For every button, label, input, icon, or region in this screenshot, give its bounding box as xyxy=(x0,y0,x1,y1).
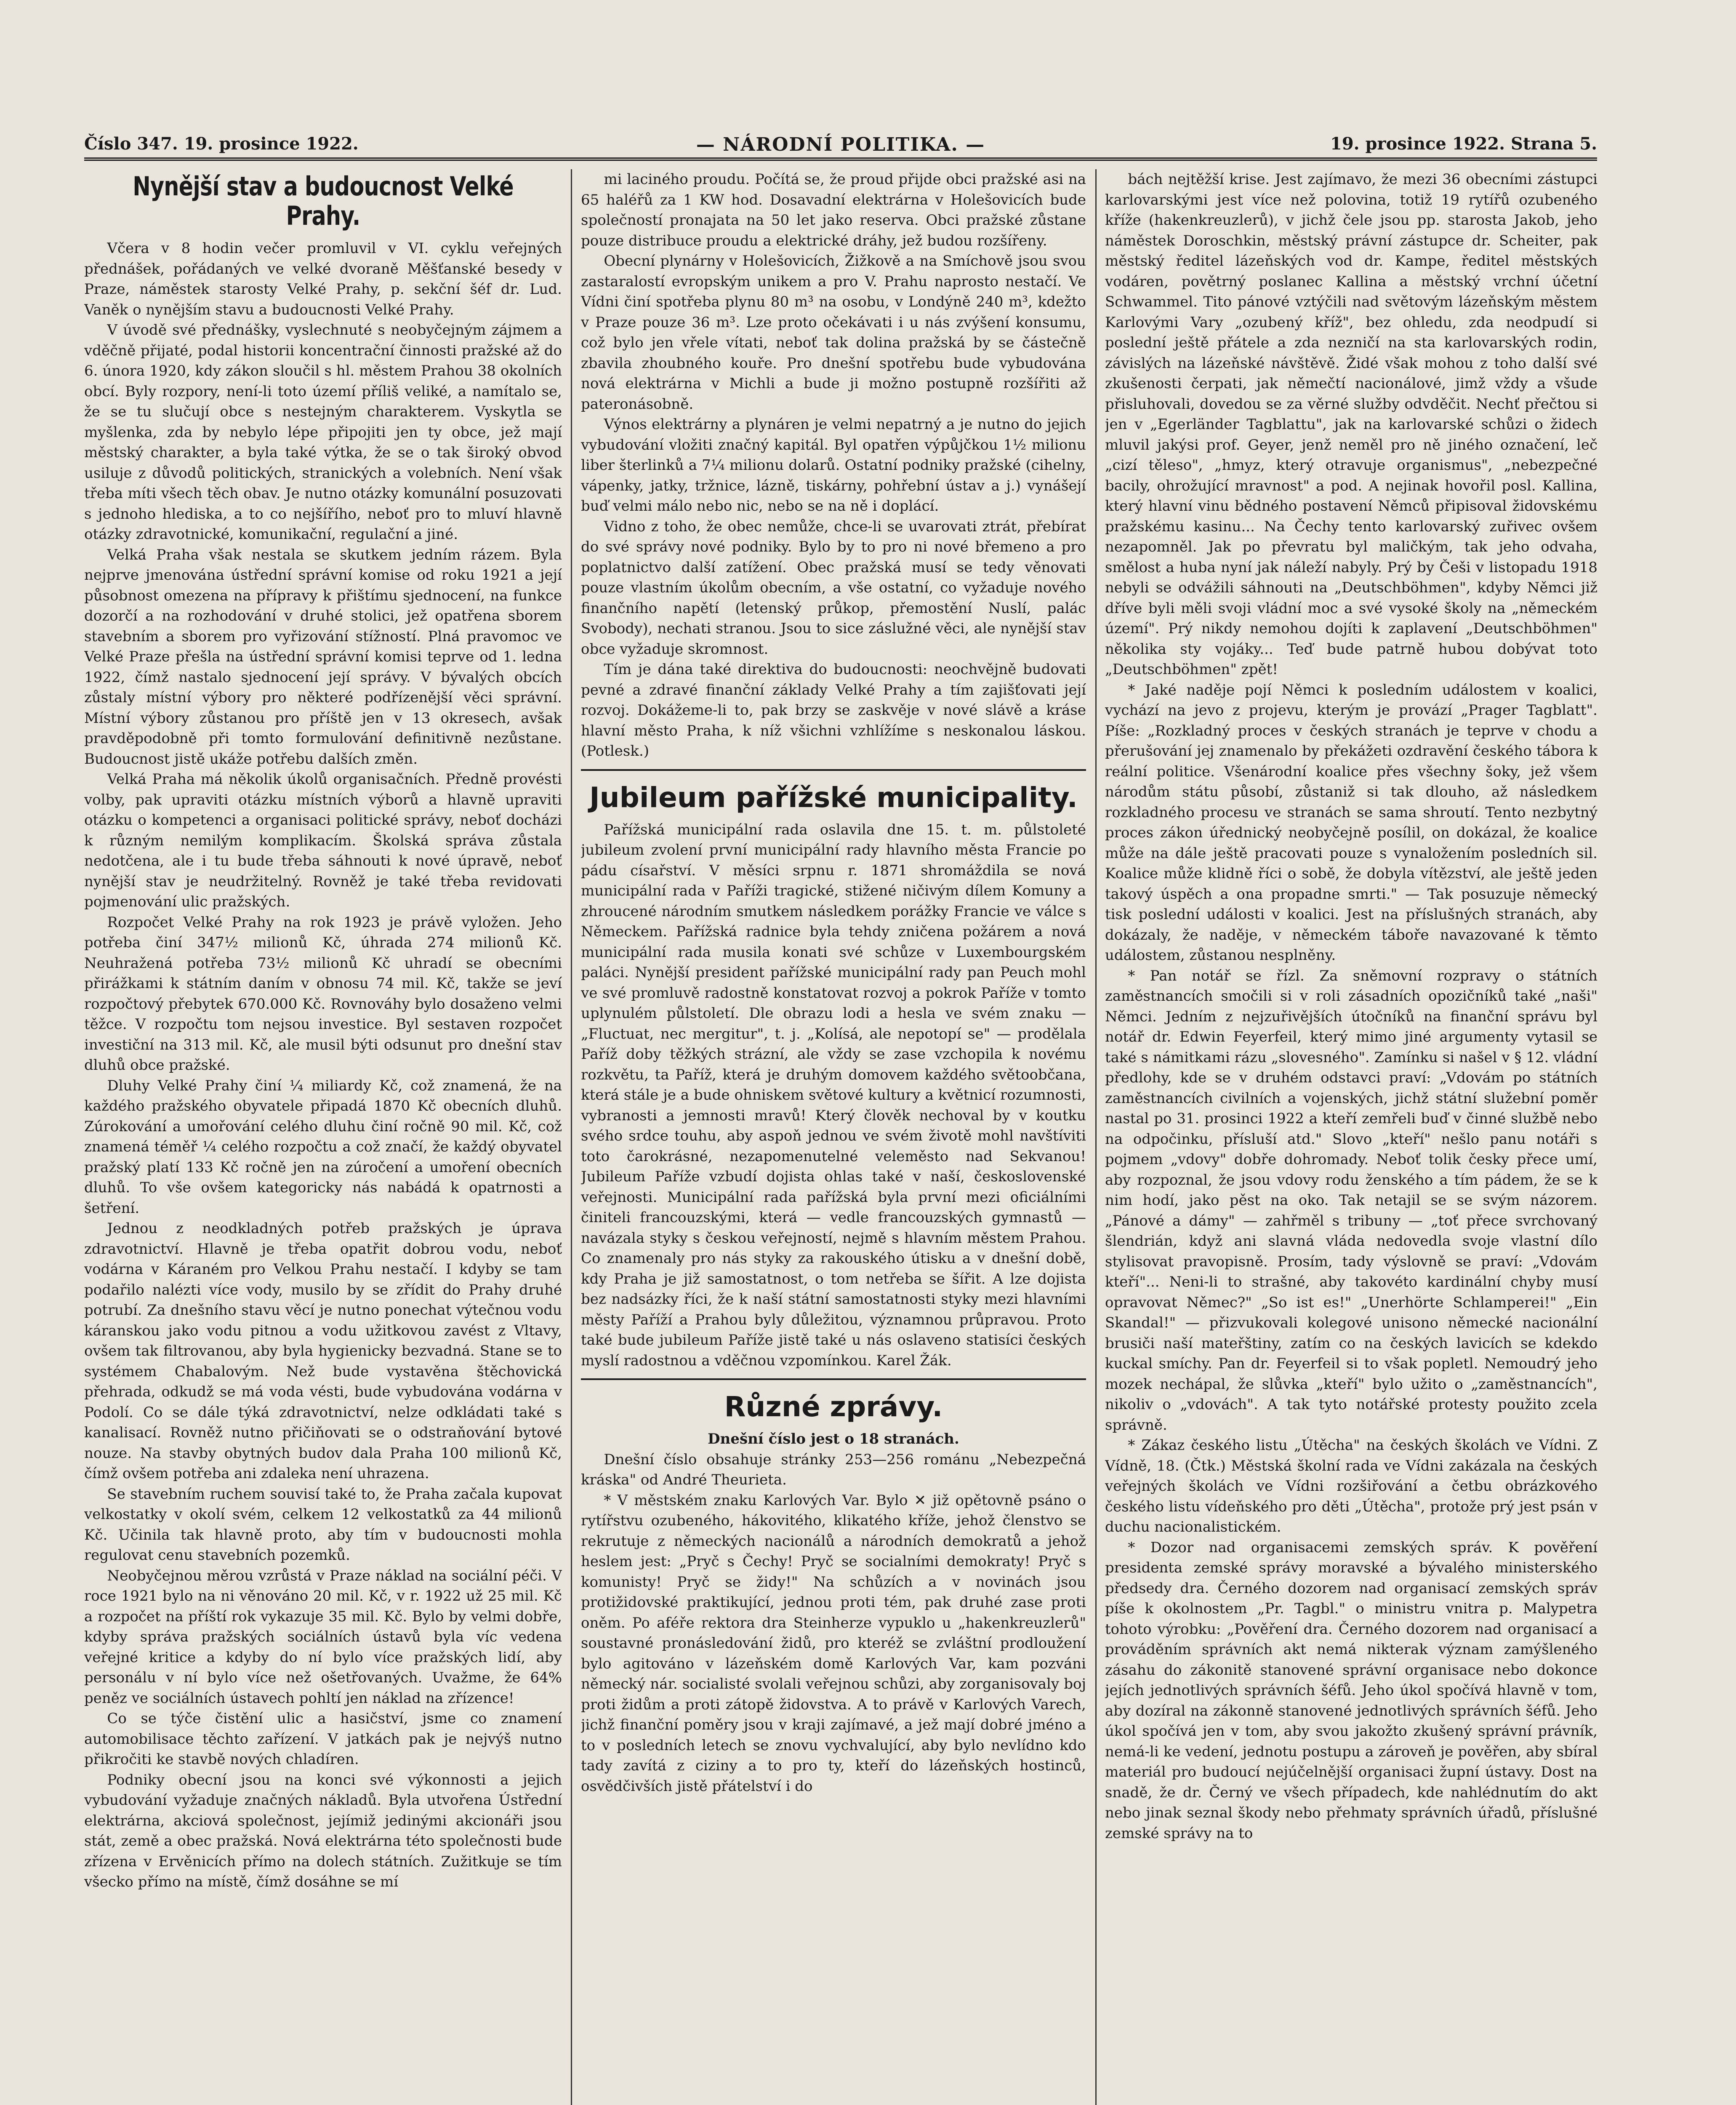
article-headline: Nynější stav a budoucnost Velké Prahy. xyxy=(133,171,514,231)
paragraph: Vidno z toho, že obec nemůže, chce-li se uvarovati ztrát, přebírat do své správy nové podniky. Bylo by to pro ni nové břemeno a pro poplatnictvo další zatížení. Obec pražská musí se tedy věnovati pouze vlastním úkolům obecním, a vše ostatní, co vyžaduje nového finančního napětí (letenský průkop, přemostění Nuslí, palác Svobody), nechati stranou. Jsou to sice záslužné věci, ale nynější stav obce vyžaduje skromnost. xyxy=(581,518,1086,658)
column-3 xyxy=(1105,169,1598,2105)
section-divider xyxy=(581,1378,1086,1380)
masthead-title: — NÁRODNÍ POLITIKA. — xyxy=(696,134,985,155)
paragraph: mi laciného proudu. Počítá se, že proud přijde obci pražské asi na 65 haléřů za 1 KW hod. Dosavadní elektrárna v Holešovicích bude společností pronajata na 50 let jako reserva. Obci pražské zůstane pouze distribuce proudu a elektrické dráhy, jež budou rozšířeny. xyxy=(581,171,1086,249)
paragraph: Co se týče čistění ulic a hasičství, jsme co znamení automobilisace těchto zařízení. V jatkách pak je nejvýš nutno přikročiti ke stavbě nových chladíren. xyxy=(84,1710,562,1768)
paragraph: Obecní plynárny v Holešovicích, Žižkově a na Smíchově jsou svou zastaralostí evropským unikem a pro V. Prahu naprosto nestačí. Ve Vídni činí spotřeba plynu 80 m³ na osobu, v Londýně 240 m³, kdežto v Praze pouze 36 m³. Lze proto očekávati i u nás zvýšení konsumu, což bylo jen vřele vítati, neboť tak dolina pražská by se částečně zbavila zhoubného kouře. Pro dnešní spotřebu bude vybudována nová elektrárna v Michli a bude ji možno postupně rozšířiti až pateronásobně. xyxy=(581,253,1086,413)
paragraph: Rozpočet Velké Prahy na rok 1923 je právě vyložen. Jeho potřeba činí 347½ milionů Kč, úhrada 274 milionů Kč. Neuhražená potřeba 73½ milionů Kč uhradí se obecními přirážkami k státním daním v obnosu 74 mil. Kč, takže se jeví rozpočtový přebytek 670.000 Kč. Rovnováhy bylo dosaženo velmi těžce. V rozpočtu tom nejsou investice. Byl sestaven rozpočet investiční na 313 mil. Kč, ale musil býti odsunut pro dnešní stav dluhů obce pražské. xyxy=(84,914,562,1074)
paragraph: * Jaké naděje pojí Němci k posledním událostem v koalici, vychází na jevo z projevu, kterým je provází „Prager Tagblatt". Píše: „Rozkladný proces v českých stranách je teprve v chodu a přerušování jej znamenalo by překážeti ozdravění českého tábora k reální politice. Všenárodní koalice přes všechny šoky, jež všem národům státu působí, zůstaniž si tak dlouho, až následkem rozkladného procesu ve stranách se sama shroutí. Tento nezbytný proces zákon úřednický neobyčejně posílil, on dokázal, že koalice může na dále ještě pracovati pouze s vynaložením posledních sil. Koalice může klidně říci o sobě, že dobyla vítězství, ale ještě jeden takový úspěch a ona propadne smrti." — Tak posuzuje německý tisk poslední události v koalici. Jest na příslušných stranách, aby dokázaly, že naděje, v německém táboře navazované k těmto událostem, zůstanou nesplněny. xyxy=(1105,681,1598,964)
column-2 xyxy=(581,169,1086,2105)
paragraph: Velká Praha má několik úkolů organisačních. Předně provésti volby, pak upraviti otázku místních výborů a hlavně upraviti otázku o kompetenci a organisaci politické správy, neboť docházi k různým nemilým komplikacím. Školská správa zůstala nedotčena, ale i tu bude třeba sáhnouti k nové úpravě, neboť nynější stav je neudržitelný. Rovněž je také třeba revidovati pojmenování ulic pražských. xyxy=(84,771,562,910)
page-header xyxy=(84,134,1597,161)
paragraph: V úvodě své přednášky, vyslechnuté s neobyčejným zájmem a vděčně přijaté, podal historii koncentrační činnosti pražské až do 6. února 1920, kdy zákon sloučil s hl. městem Prahou 38 okolních obcí. Byly rozpory, není-li toto území příliš veliké, a namítalo se, že se tu slučují obce s nestejným charakterem. Vyskytla se myšlenka, zda by nebylo lépe připojiti jen ty obce, jež mají městský charakter, a byla také výtka, že se o tak široký obvod usiluje z důvodů politických, stranických a volebních. Není však třeba míti všech těch obav. Je nutno otázky komunální posuzovati s jednoho hlediska, a to co nejšířího, neboť pro to mluví hlavně otázky zdravotnické, komunikační, regulační a jiné. xyxy=(84,322,562,543)
article-headline: Jubileum pařížské municipality. xyxy=(589,781,1078,814)
paragraph: Tím je dána také direktiva do budoucnosti: neochvějně budovati pevné a zdravé finanční základy Velké Prahy a tím zajišťovati její rozvoj. Dokážeme-li to, pak brzy se zaskvěje v nové slávě a kráse hlavní město Praha, k níž všichni vzhlížíme s neskonalou láskou. (Potlesk.) xyxy=(581,661,1086,759)
paragraph: Včera v 8 hodin večer promluvil v VI. cyklu veřejných přednášek, pořádaných ve velké dvoraně Měšťanské besedy v Praze, náměstek starosty Velké Prahy, p. sekční šéf dr. Lud. Vaněk o nynějším stavu a budoucnosti Velké Prahy. xyxy=(84,240,562,318)
paragraph: Dluhy Velké Prahy činí ¼ miliardy Kč, což znamená, že na každého pražského obyvatele připadá 1870 Kč obecních dluhů. Zúrokování a umořování celého dluhu činí ročně 90 mil. Kč, což znamená téměř ¼ celého rozpočtu a což značí, že každý obyvatel pražský platí 133 Kč ročně jen na zúročení a umoření obecních dluhů. To vše ovšem kategoricky nás nabádá k opatrnosti a šetření. xyxy=(84,1077,562,1217)
notice-line: Dnešní číslo jest o 18 stranách. xyxy=(708,1431,959,1447)
paragraph: Neobyčejnou měrou vzrůstá v Praze náklad na sociální péči. V roce 1921 bylo na ni věnováno 20 mil. Kč, v r. 1922 už 25 mil. Kč a rozpočet na příští rok vykazuje 35 mil. Kč. Bylo by velmi dobře, kdyby správa pražských sociálních ústavů byla víc vedena veřejné kritice a kdyby do ní bylo více pražských lidí, aby personálu v ní bylo více než ošetřovaných. Uvažme, že 64% peněz ve sociálních ústavech pohltí jen náklad na zřízence! xyxy=(84,1567,562,1707)
section-divider xyxy=(581,769,1086,771)
paragraph: * Zákaz českého listu „Útěcha" na českých školách ve Vídni. Z Vídně, 18. (Čtk.) Městská školní rada ve Vídni zakázala na českých veřejných školách ve Vídni rozšiřování a četbu obrázkového českého listu vídeňského pro děti „Útěcha", protože prý jest psán v duchu nacionalistickém. xyxy=(1105,1437,1598,1535)
date-page-number: 19. prosince 1922. Strana 5. xyxy=(1330,134,1597,154)
paragraph: * V městském znaku Karlových Var. Bylo ✕ již opětovně psáno o rytířstvu ozubeného, hákovitého, klikatého kříže, jehož členstvo se rekrutuje z německých nacionálů a národních demokratů a jehož heslem jest: „Pryč s Čechy! Pryč se socialními demokraty! Pryč s komunisty! Pryč se židy!" Na schůzích a v novinách jsou protižidovské praktikující, jednou proti tém, pak druhé zase proti oněm. Po aféře rektora dra Steinherze vypuklo u „hakenkreuzlerů" soustavné pronásledování židů, pro kteréž se zvláštní prodloužení bylo agitováno v lázeňském domě Karlových Var, kam pozváni německý nár. socialisté svolali veřejnou schůzi, aby zorganisovaly boj proti židům a proti zátopě židovstva. A to právě v Karlových Varech, jichž finanční poměry jsou v kraji zajímavé, a jež mají dobré jméno a to v posledních letech se znovu vychvalující, aby bylo nevlídno kdo tady zavítá z ciziny a to pro ty, kteří do lázeňských hostinců, osvědčivších jistě přátelství i do xyxy=(581,1492,1086,1795)
column-divider xyxy=(1095,169,1097,2105)
paragraph: * Pan notář se řízl. Za sněmovní rozpravy o státních zaměstnancích smočili si v roli zásadních opozičníků také „naši" Němci. Jedním z nejzuřivějších útočníků na finanční správu byl notář dr. Edwin Feyerfeil, který mimo jiné argumenty vytasil se také s námitkami rázu „slovesného". Zamínku si našel v § 12. vládní předlohy, kde se v druhém odstavci praví: „Vdovám po státních zaměstnancích civilních a vojenských, jichž státní služební poměr nastal po 31. prosinci 1922 a kteří zemřeli buď v činné službě nebo na odpočinku, přísluší atd." Slovo „kteří" nešlo panu notáři s pojmem „vdovy" dobře dohromady. Neboť tolik česky přece umí, aby rozpoznal, že jsou vdovy rodu ženského a tím pádem, že se k nim hodí, jako pěst na oko. Tak netajil se se svým názorem. „Pánové a dámy" — zahřměl s tribuny — „toť přece svrchovaný šlendrián, když ani slavná vláda nedovedla svoje vlastní dílo stylisovat pravopisně. Prosím, tady výslovně se praví: „Vdovám kteří"... Neni-li to strašné, aby takovéto kardinální chyby musí opravovat Němec?" „So ist es!" „Unerhörte Schlamperei!" „Ein Skandal!" — přizvukovali kolegové unisono německé nacionální brusiči naší mateřštiny, zatím co na českých lavicích se kdekdo kuckal smíchy. Pan dr. Feyerfeil si to však popletl. Nemoudrý jeho mozek nechápal, že slůvka „kteří" bylo užito o „zaměstnancích", nikoliv o „vdovách". A tak tyto notářské protesty použito zcela správně. xyxy=(1105,967,1598,1434)
paragraph: Výnos elektrárny a plynáren je velmi nepatrný a je nutno do jejich vybudování vložiti značný kapitál. Byl opatřen výpůjčkou 1½ milionu liber šterlinků a 7¼ milionu dolarů. Ostatní podniky pražské (cihelny, vápenky, jatky, tržnice, lázně, tiskárny, pohřební ústav a j.) vynášejí buď velmi málo nebo nic, nebo se na ně i doplácí. xyxy=(581,416,1086,514)
column-1 xyxy=(84,169,562,2105)
paragraph: Velká Praha však nestala se skutkem jedním rázem. Byla nejprve jmenována ústřední správní komise od roku 1921 a její působnost omezena na přípravy k přištímu sjednocení, na funkce dozorčí a na rozhodování v druhé stolici, jež opatřena sborem stavebním a sborem pro vyřizování stížností. Plná pravomoc ve Velké Praze přešla na ústřední správní komisi teprve od 1. ledna 1922, čímž nastalo sjednocení její správy. V bývalých obcích zůstaly místní výbory pro některé podřízenější věci správní. Místní výbory zůstanou pro příště jen v 13 okresech, avšak pravděpodobně při tomto formulování definitivně nezůstane. Budoucnost jistě ukáže potřebu dalších změn. xyxy=(84,546,562,767)
paragraph: Pařížská municipální rada oslavila dne 15. t. m. půlstoleté jubileum zvolení první municipální rady hlavního města Francie po pádu císařství. V měsíci srpnu r. 1871 shromáždila se nová municipální rada v Paříži tragické, stižené ničivým dílem Komuny a zhroucené národním smutkem následkem porážky Francie ve válce s Německem. Pařížská radnice byla tehdy zničena požárem a nová municipální rada musila konati své schůze v Luxembourgském paláci. Nynější president pařížské municipální rady pan Peuch mohl ve své promluvě radostně konstatovat rozvoj a pokrok Paříže v tomto uplynulém půlstoletí. Dle obrazu lodi a hesla ve svém znaku — „Fluctuat, nec mergitur", t. j. „Kolísá, ale nepotopí se" — prodělala Paříž doby těžkých strázní, ale vždy se zase vzchopila k novému rozkvětu, ta Paříž, která je druhým domovem každého světoobčana, která stále je a bude ohniskem světové kultury a květnicí rozumnosti, vybranosti a jemnosti mravů! Který člověk nechoval by v koutku svého srdce touhu, aby aspoň jednou ve svém životě mohl navštíviti toto čarokrásné, nezapomenutelné veleměsto nad Sekvanou! Jubileum Paříže vzbudí dojista ohlas také v naší, československé veřejnosti. Municipální rada pařížská byla první mezi oficiálními činiteli francouzskými, která — vedle francouzských gymnastů — navázala styky s českou veřejností, nejmě s hlavním městem Prahou. Co znamenaly pro nás styky za rakouského útisku a v dnešní době, kdy Praha je již samostatnost, o tom netřeba se šířit. A lze dojista bez nadsázky říci, že k naší státní samostatnosti styky mezi hlavními městy Paříží a Prahou byly důležitou, významnou průpravou. Proto také bude jubileum Paříže jistě také u nás oslaveno statisíci českých myslí radostnou a vděčnou vzpomínkou. Karel Žák. xyxy=(581,821,1086,1369)
issue-number: Číslo 347. 19. prosince 1922. xyxy=(84,134,359,154)
paragraph: * Dozor nad organisacemi zemských správ. K pověření presidenta zemské správy moravské a bývalého ministerského předsedy dra. Černého dozorem nad organisací zemských správ píše k okolnostem „Pr. Tagbl." o ministru vnitra p. Malypetra tohoto výrobku: „Pověření dra. Černého dozorem nad organisací a prováděním správních akt nemá nikterak význam zamýšleného zásahu do zákonitě stanovené správní organisace nebo dokonce jejích jednotlivých správních šéfů. Jeho úkol spočívá hlavně v tom, aby dozíral na zákonně stanovené jednotlivých správních šéfů. Jeho úkol spočívá jen v tom, aby svou jakožto zkušený správní právník, nemá-li ke vedení, jednotu postupu a zároveň je pověřen, aby sbíral materiál pro budoucí nejúčelnější organisaci župní ústavy. Dost na snadě, že dr. Černý ve všech případech, kde nahlédnutím do akt nebo jinak seznal škody nebo přehmaty správních úřadů, příslušné zemské správy na to xyxy=(1105,1539,1598,1842)
paragraph: Se stavebním ruchem souvisí také to, že Praha začala kupovat velkostatky v okolí svém, celkem 12 velkostatků za 44 milionů Kč. Učinila tak hlavně proto, aby tím v budoucnosti mohla regulovat cenu stavebních pozemků. xyxy=(84,1485,562,1564)
paragraph: Jednou z neodkladných potřeb pražských je úprava zdravotnictví. Hlavně je třeba opatřit dobrou vodu, neboť vodárna v Káraném pro Velkou Prahu nestačí. I kdyby se tam podařilo nalézti více vody, musilo by se zřídit do Prahy druhé potrubí. Za dnešního stavu věcí je nutno ponechat výtečnou vodu káranskou jako vodu pitnou a vodu užitkovou zavést z Vltavy, ovšem tak filtrovanou, aby byla hygienicky bezvadná. Stane se to systémem Chabalovým. Než bude vystavěna štěchovická přehrada, odkudž se má voda vésti, bude vybudována vodárna v Podolí. Co se dále týká zdravotnictví, nelze odkládati také s kanalisací. Rovněž nutno přičiňovati se o odstraňování bytové nouze. Na stavby obytných budov dala Praha 100 milionů Kč, čímž ovšem potřeba ani zdaleka není uhrazena. xyxy=(84,1220,562,1482)
paragraph: Podniky obecní jsou na konci své výkonnosti a jejich vybudování vyžaduje značných nákladů. Byla utvořena Ústřední elektrárna, akciová společnost, jejímiž jedinými akcionáři jsou stát, země a obec pražská. Nová elektrárna této společnosti bude zřízena v Ervěnicích přímo na dolech státních. Zužitkuje se tím všecko přímo na místě, čímž dosáhne se mí xyxy=(84,1771,562,1890)
section-headline: Různé zprávy. xyxy=(724,1391,943,1423)
paragraph: bách nejtěžší krise. Jest zajímavo, že mezi 36 obecními zástupci karlovarskými jest více než polovina, totiž 19 rytířů ozubeného kříže (hakenkreuzlerů), v jichž čele jsou pp. starosta Jakob, jeho náměstek Doroschkin, městský právní zástupce dr. Scheiter, pak městský ředitel lázeňských vod dr. Kampe, ředitel městských vodáren, povětrný poslanec Kallina a městský vrchní účetní Schwammel. Tito pánové vztýčili nad světovým lázeňským městem Karlovými Vary „ozubený kříž", bez ohledu, zda neodpudí si poslední ještě přátele a zda nezničí na sta karlovarských rodin, závislých na lázeňské návštěvě. Židé však mohou z toho další své zkušenosti čerpati, jak němečtí nacionálové, jimž vždy a všude přisluhovali, dovedou se za věrné služby odvděčit. Nechť přečtou si jen v „Egerländer Tagblattu", jak na karlovarské schůzi o židech mluvil jakýsi prof. Geyer, jenž neměl pro ně jiného označení, leč „cizí těleso", „hmyz, který otravuje organismus", „nebezpečné bacily, ohrožující mravnost" a pod. A nejinak hovořil posl. Kallina, který hlavní vinu bědného postavení Němců připisoval židovskému pražskému kasinu... Na Čechy tento karlovarský zuřivec ovšem nezapomněl. Jak po převratu byl maličkým, tak jeho odvaha, smělost a huba nyní jak náleží nabyly. Prý by Češi v listopadu 1918 nebyli se odvážili sáhnouti na „Deutschböhmen", kdyby Němci již dříve byli měli svoji vládní moc a své vysoké školy na „německém území". Prý nikdy nemohou dojíti k zaplavení „Deutschböhmen" několika sty vojáky... Teď bude patrně hubou dobývat toto „Deutschböhmen" zpět! xyxy=(1105,171,1598,678)
paragraph: Dnešní číslo obsahuje stránky 253—256 románu „Nebezpečná kráska" od André Theurieta. xyxy=(581,1451,1086,1488)
column-divider xyxy=(571,169,572,2105)
